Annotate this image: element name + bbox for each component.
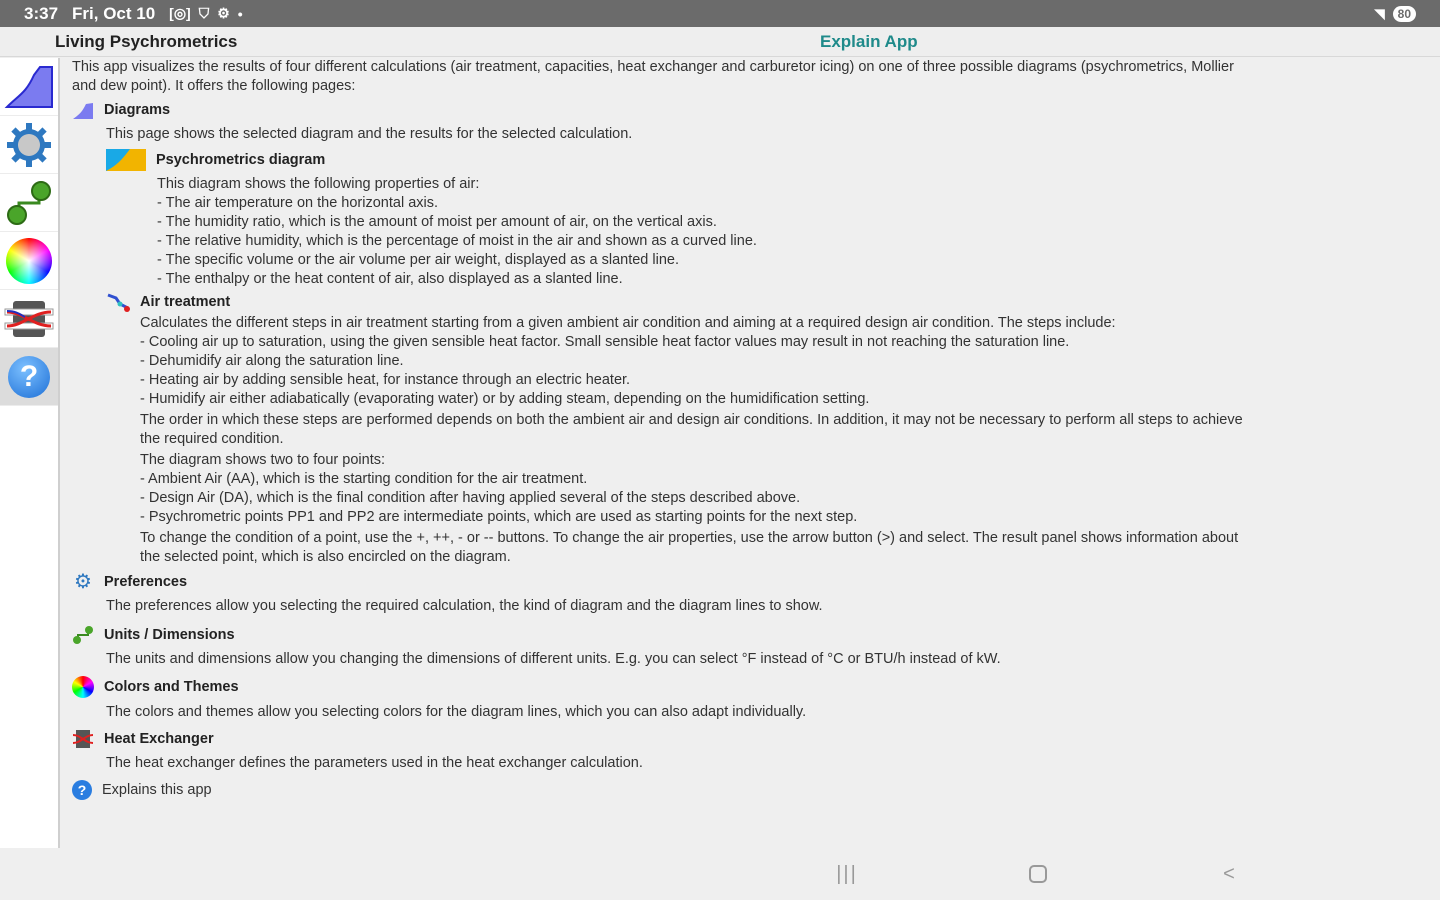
psychro-line: This diagram shows the following properties of air: [157, 176, 480, 192]
air-line: - Dehumidify air along the saturation line. [140, 353, 404, 369]
psychro-line: - The relative humidity, which is the percentage of moist in the air and shown as a curved line. [157, 233, 757, 249]
help-icon: ? [72, 780, 92, 800]
help-icon: ? [8, 356, 50, 398]
system-nav-bar [0, 848, 1440, 900]
air-lines [72, 314, 1432, 567]
sidebar-item-diagrams[interactable] [0, 58, 58, 116]
diagrams-desc: This page shows the selected diagram and the results for the selected calculation. [106, 126, 633, 142]
section-heat-header [72, 729, 1432, 749]
subsection-psychro-header [72, 149, 1432, 171]
dot-icon: • [237, 5, 243, 22]
psychro-line: - The humidity ratio, which is the amount of moist per amount of air, on the vertical axis. [157, 214, 717, 230]
home-button[interactable] [1023, 862, 1053, 886]
recent-apps-icon: ||| [836, 862, 858, 885]
recent-apps-button[interactable] [832, 862, 862, 886]
back-button[interactable] [1214, 862, 1244, 886]
section-title-colors: Colors and Themes [104, 678, 239, 695]
back-icon: < [1223, 862, 1235, 885]
air-line: The diagram shows two to four points: [140, 452, 386, 468]
color-wheel-icon [72, 676, 94, 698]
section-title-units: Units / Dimensions [104, 626, 235, 643]
air-line: To change the condition of a point, use the +, ++, - or -- buttons. To change the air properties, use the arrow button (>) and select. The result panel shows information about [140, 530, 1239, 546]
colors-desc: The colors and themes allow you selecting colors for the diagram lines, which you can also adapt individually. [106, 704, 807, 720]
intro-text-2: and dew point). It offers the following pages: [72, 78, 356, 94]
heat-exchanger-icon [3, 297, 55, 341]
section-title-diagrams: Diagrams [104, 102, 171, 118]
air-line: - Humidify air either adiabatically (evaporating water) or by adding steam, depending on the humidification setting. [140, 391, 870, 407]
gear-icon: ⚙ [74, 571, 92, 593]
air-line: - Design Air (DA), which is the final condition after having applied several of the steps described above. [140, 490, 801, 506]
units-desc: The units and dimensions allow you changing the dimensions of different units. E.g. you can select °F instead of °C or BTU/h instead of kW. [106, 651, 1001, 667]
units-icon [5, 179, 53, 227]
sidebar-item-colors[interactable] [0, 232, 58, 290]
app-title: Living Psychrometrics [55, 32, 238, 51]
section-title-heat: Heat Exchanger [104, 730, 214, 747]
psychrometrics-icon [106, 149, 146, 171]
shield-icon: ⛉ [198, 5, 210, 21]
preferences-desc: The preferences allow you selecting the required calculation, the kind of diagram and the diagram lines to show. [106, 598, 823, 614]
subsection-title-psychro: Psychrometrics diagram [156, 151, 326, 168]
screenshot-icon: [◎] [169, 5, 191, 21]
explain-desc: Explains this app [102, 781, 212, 798]
explain-content [72, 58, 1432, 848]
air-line: - Heating air by adding sensible heat, for instance through an electric heater. [140, 372, 631, 388]
psychro-line: - The specific volume or the air volume per air weight, displayed as a slanted line. [157, 252, 679, 268]
status-time: 3:37 [24, 3, 59, 23]
subsection-title-air: Air treatment [140, 293, 231, 310]
heat-desc: The heat exchanger defines the parameters used in the heat exchanger calculation. [106, 755, 643, 771]
title-bar [0, 27, 1440, 57]
section-preferences-header [72, 573, 1432, 592]
status-bar [0, 0, 1440, 27]
air-treatment-icon [106, 292, 130, 312]
heat-exchanger-icon [72, 729, 94, 749]
air-line: the required condition. [140, 431, 284, 447]
air-line: - Ambient Air (AA), which is the starting condition for the air treatment. [140, 471, 588, 487]
color-wheel-icon [6, 238, 52, 284]
units-icon [72, 625, 94, 645]
sidebar-item-heat-exchanger[interactable] [0, 290, 58, 348]
diagram-icon [72, 102, 94, 120]
sidebar-item-units[interactable] [0, 174, 58, 232]
sidebar [0, 58, 60, 848]
psychro-lines [72, 175, 1432, 289]
diagram-icon [4, 65, 54, 109]
air-line: - Cooling air up to saturation, using the given sensible heat factor. Small sensible heat factor values may result in not reaching the saturation line. [140, 334, 1070, 350]
wifi-icon: ◥ [1374, 5, 1385, 21]
section-explain-header [72, 780, 1432, 800]
air-line: The order in which these steps are performed depends on both the ambient air and design air conditions. In addition, it may not be necessary to perform all steps to achieve [140, 412, 1243, 428]
section-diagrams-header [72, 101, 1432, 120]
section-colors-header [72, 676, 1432, 698]
subsection-air-header [72, 292, 1432, 312]
home-icon [1029, 865, 1047, 883]
psychro-line: - The air temperature on the horizontal axis. [157, 195, 439, 211]
battery-indicator: 80 [1393, 6, 1416, 22]
intro-text-1: This app visualizes the results of four different calculations (air treatment, capacities, heat exchanger and carburetor icing) on one of three possible diagrams (psychrometrics, Mollier [72, 59, 1234, 75]
sidebar-item-explain[interactable] [0, 348, 58, 406]
air-line: the selected point, which is also encircled on the diagram. [140, 549, 511, 565]
gear-icon [5, 121, 53, 169]
air-line: - Psychrometric points PP1 and PP2 are intermediate points, which are used as starting points for the next step. [140, 509, 858, 525]
psychro-line: - The enthalpy or the heat content of air, also displayed as a slanted line. [157, 271, 623, 287]
sidebar-item-preferences[interactable] [0, 116, 58, 174]
status-date: Fri, Oct 10 [72, 3, 156, 23]
page-title: Explain App [820, 32, 918, 51]
settings-icon: ⚙ [217, 5, 230, 21]
section-title-preferences: Preferences [104, 574, 188, 590]
air-line: Calculates the different steps in air treatment starting from a given ambient air condition and aiming at a required design air condition. The steps include: [140, 315, 1116, 331]
section-units-header [72, 625, 1432, 645]
